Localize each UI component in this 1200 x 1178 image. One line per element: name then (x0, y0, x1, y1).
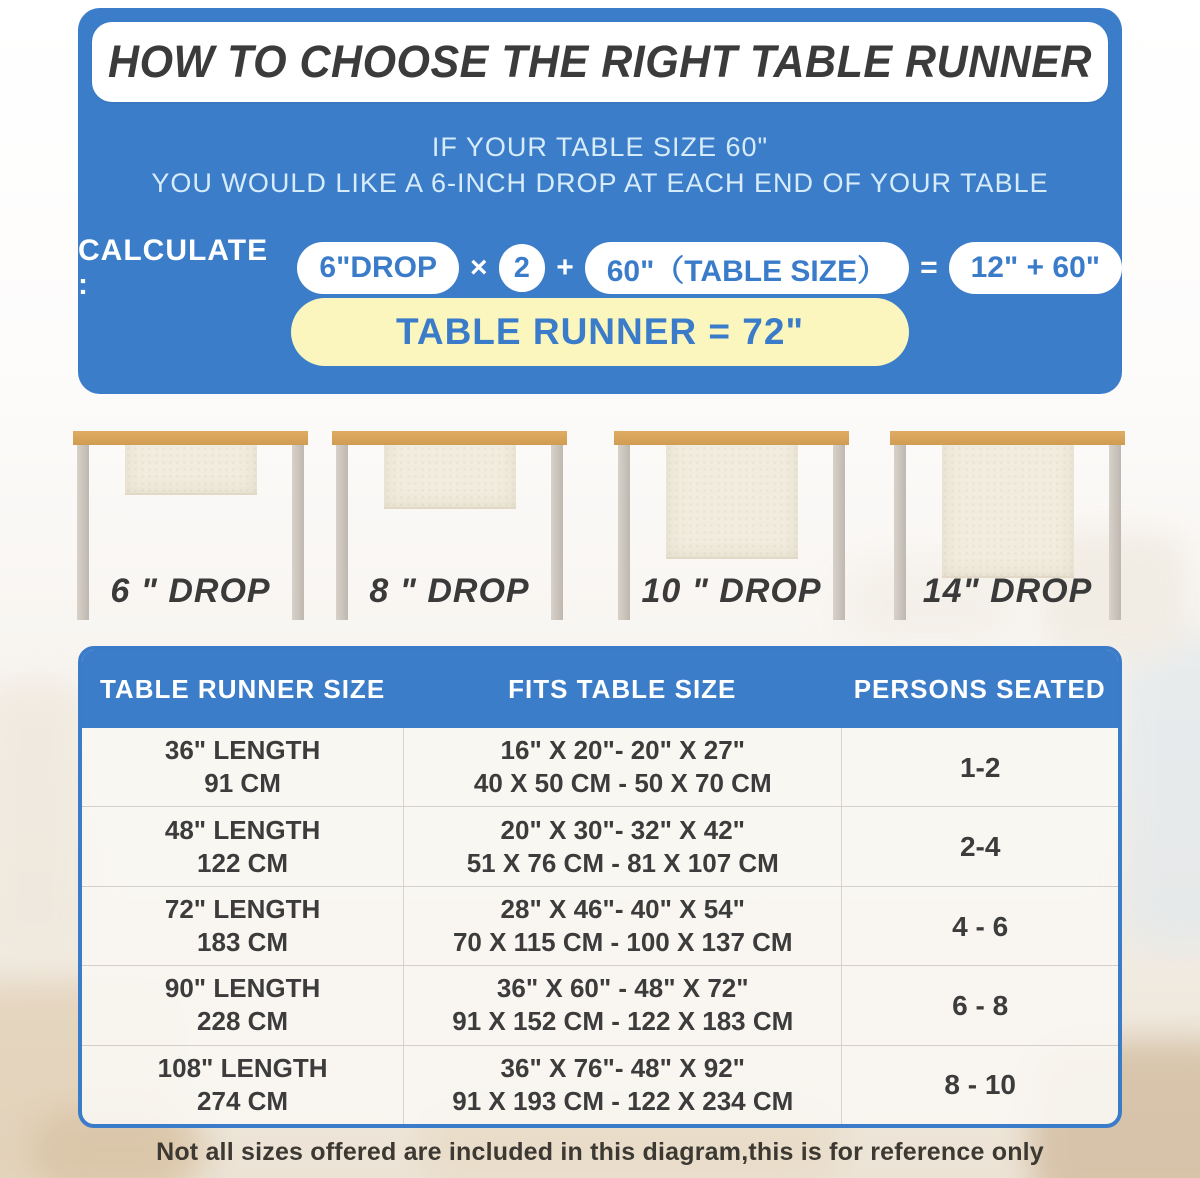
runner-size-inches: 48" LENGTH (164, 814, 321, 845)
footnote: Not all sizes offered are included in this diagram,this is for reference only (156, 1138, 1044, 1166)
title-bar (92, 22, 1108, 102)
drop-label: 6 " DROP (110, 572, 271, 610)
cell-runner-size (82, 728, 403, 806)
size-table-header (82, 650, 1118, 728)
runner-size-inches: 72" LENGTH (164, 894, 321, 925)
table-figure-14in-drop (890, 431, 1125, 636)
drop-label: 10 " DROP (641, 572, 822, 610)
fits-size-cm: 51 X 76 CM - 81 X 107 CM (466, 847, 779, 878)
table-figure-6in-drop (73, 431, 308, 636)
plus-sign: + (556, 251, 574, 284)
tabletop (73, 431, 308, 445)
fits-size-cm: 91 X 193 CM - 122 X 234 CM (452, 1085, 794, 1116)
header-cell-persons: PERSONS SEATED (853, 673, 1106, 704)
table-figure-8in-drop (332, 431, 567, 636)
table-row (82, 806, 1118, 885)
calculate-label: CALCULATE : (78, 234, 269, 301)
cell-runner-size (82, 807, 403, 885)
cell-persons: 6 - 8 (841, 966, 1118, 1044)
cell-persons: 4 - 6 (841, 887, 1118, 965)
tabletop (614, 431, 849, 445)
runner-size-cm: 183 CM (197, 927, 289, 958)
size-table-body (82, 728, 1118, 1124)
tabletop (332, 431, 567, 445)
fits-size-cm: 70 X 115 CM - 100 X 137 CM (452, 927, 793, 958)
drop-label: 14" DROP (922, 572, 1093, 610)
table-row (82, 886, 1118, 965)
drop-pill: 6"DROP (297, 242, 459, 294)
fits-size-inches: 36" X 60" - 48" X 72" (496, 973, 749, 1004)
runner-size-inches: 108" LENGTH (157, 1052, 328, 1083)
table-row (82, 1045, 1118, 1124)
fits-size-cm: 91 X 152 CM - 122 X 183 CM (452, 1006, 794, 1037)
cell-persons: 1-2 (841, 728, 1118, 806)
header-cell-runner-size: TABLE RUNNER SIZE (99, 673, 386, 704)
runner-size-inches: 36" LENGTH (164, 735, 321, 766)
times-sign: × (470, 251, 488, 284)
table-row (82, 728, 1118, 806)
subtitle-line-2: YOU WOULD LIKE A 6-INCH DROP AT EACH END OF YOUR TABLE (151, 168, 1049, 198)
table-size-pill: 60"（TABLE SIZE） (585, 242, 909, 294)
result-banner: TABLE RUNNER = 72" (291, 298, 909, 366)
runner-size-cm: 91 CM (204, 768, 281, 799)
fits-size-inches: 20" X 30"- 32" X 42" (500, 814, 745, 845)
header-cell-fits-size: FITS TABLE SIZE (508, 673, 737, 704)
page-title: HOW TO CHOOSE THE RIGHT TABLE RUNNER (108, 36, 1092, 87)
fits-size-inches: 28" X 46"- 40" X 54" (500, 894, 745, 925)
cell-fits-size (403, 1046, 841, 1124)
size-table (78, 646, 1122, 1128)
runner-size-cm: 274 CM (197, 1085, 289, 1116)
table-runner-drape (666, 431, 798, 559)
calculation-formula (78, 234, 1122, 302)
equals-sign: = (920, 251, 938, 284)
runner-size-cm: 122 CM (197, 847, 289, 878)
table-runner-drape (942, 431, 1074, 578)
cell-fits-size (403, 807, 841, 885)
cell-fits-size (403, 887, 841, 965)
cell-persons: 8 - 10 (841, 1046, 1118, 1124)
subtitle-line-1: IF YOUR TABLE SIZE 60" (431, 132, 769, 162)
tabletop (890, 431, 1125, 445)
cell-fits-size (403, 966, 841, 1044)
table-row (82, 965, 1118, 1044)
background-blur-shape (1120, 630, 1200, 950)
background-blur-shape (0, 680, 90, 960)
table-figure-10in-drop (614, 431, 849, 636)
cell-persons: 2-4 (841, 807, 1118, 885)
drop-label: 8 " DROP (369, 572, 530, 610)
runner-size-inches: 90" LENGTH (164, 973, 321, 1004)
multiplier-circle: 2 (499, 244, 546, 292)
cell-runner-size (82, 1046, 403, 1124)
result-pill: 12" + 60" (949, 242, 1122, 294)
fits-size-cm: 40 X 50 CM - 50 X 70 CM (473, 768, 772, 799)
runner-size-cm: 228 CM (197, 1006, 289, 1037)
cell-fits-size (403, 728, 841, 806)
fits-size-inches: 36" X 76"- 48" X 92" (500, 1052, 745, 1083)
fits-size-inches: 16" X 20"- 20" X 27" (500, 735, 745, 766)
hero-panel (78, 8, 1122, 394)
cell-runner-size (82, 887, 403, 965)
cell-runner-size (82, 966, 403, 1044)
